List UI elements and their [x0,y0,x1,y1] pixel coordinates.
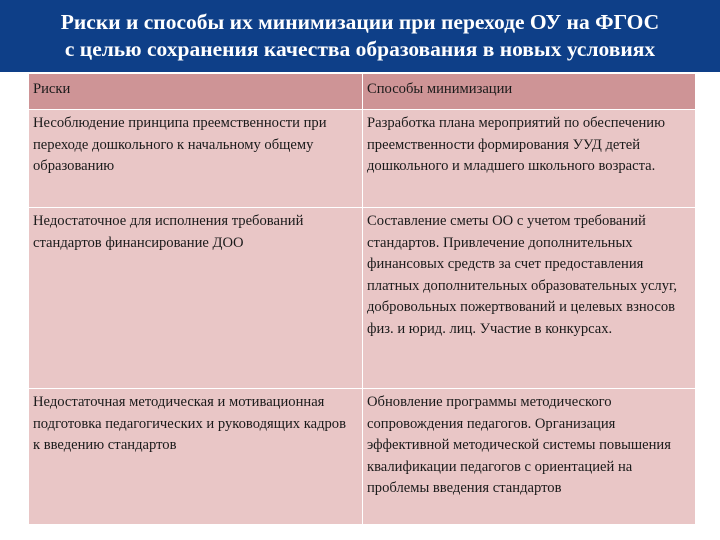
table-row [29,389,696,525]
table-header-row [29,74,696,110]
table-row [29,208,696,389]
risks-table [28,73,696,525]
method-cell: Составление сметы ОО с учетом требований стандартов. Привлечение дополнительных финансовых средств за счет предоставления платных дополнительных образовательных услуг, добровольных пожертвований и целевых взносов физ. и юрид. лиц. Участие в конкурсах. [363,208,696,389]
slide-title-line-2: с целью сохранения качества образования в новых условиях [64,37,656,61]
risk-cell: Несоблюдение принципа преемственности при переходе дошкольного к начальному общему образованию [29,110,363,208]
risk-cell: Недостаточная методическая и мотивационная подготовка педагогических и руководящих кадров к введению стандартов [29,389,363,525]
method-cell: Обновление программы методического сопровождения педагогов. Организация эффективной методической системы повышения квалификации педагогов с ориентацией на проблемы введения стандартов [363,389,696,525]
risk-cell: Недостаточное для исполнения требований стандартов финансирование ДОО [29,208,363,389]
header-risks: Риски [29,74,363,110]
slide-title-line-1: Риски и способы их минимизации при переходе ОУ на ФГОС [60,10,660,34]
header-methods: Способы минимизации [363,74,696,110]
slide-title [0,0,720,72]
table-row [29,110,696,208]
method-cell: Разработка плана мероприятий по обеспечению преемственности формирования УУД детей дошкольного и младшего школьного возраста. [363,110,696,208]
